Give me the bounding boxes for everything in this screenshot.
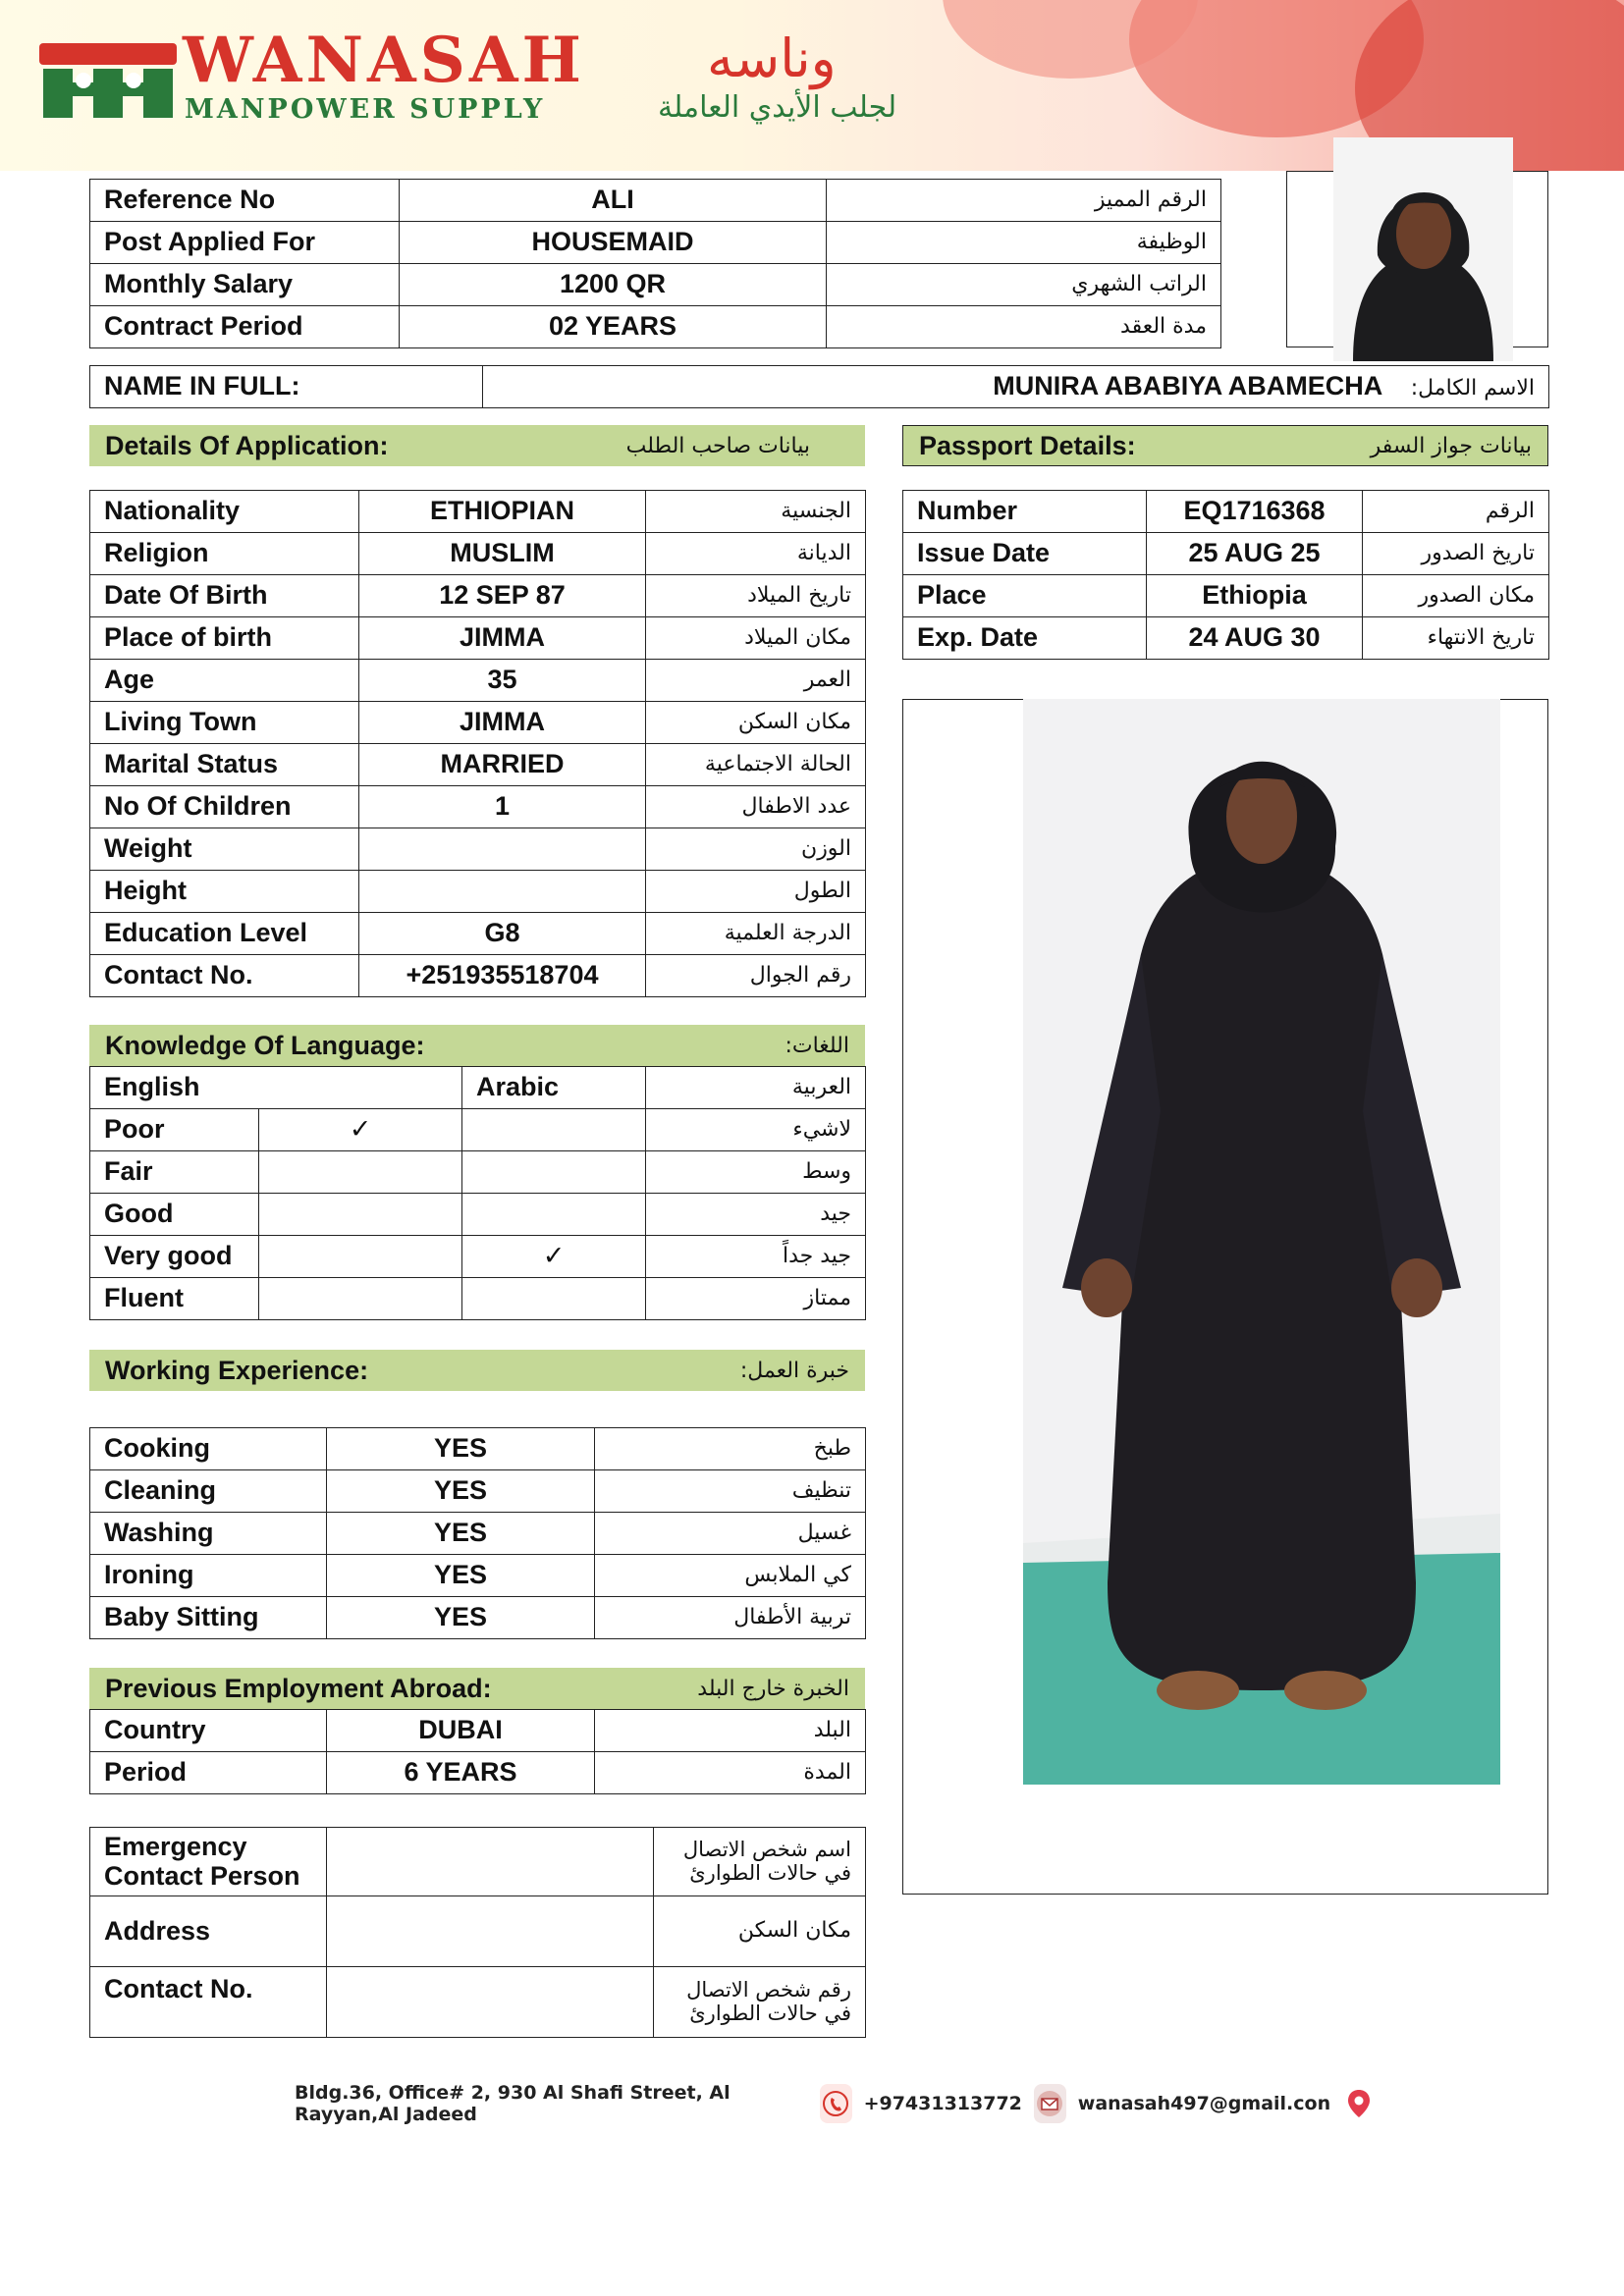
application-details-table (89, 490, 866, 997)
table-row (90, 786, 866, 828)
table-row (90, 617, 866, 660)
language-head-ar: العربية (646, 1067, 866, 1109)
row-label: Monthly Salary (90, 264, 400, 306)
emergency-contact-table (89, 1827, 866, 2038)
application-section-header (89, 425, 865, 466)
row-value (359, 871, 646, 913)
row-label: Cleaning (90, 1470, 327, 1513)
row-value (327, 1828, 654, 1896)
row-value: Ethiopia (1147, 575, 1363, 617)
row-value: YES (327, 1555, 595, 1597)
table-row (90, 955, 866, 997)
language-head-arabic: Arabic (462, 1067, 646, 1109)
row-label: Exp. Date (903, 617, 1147, 660)
row-label-ar: الحالة الاجتماعية (646, 744, 866, 786)
row-label: Issue Date (903, 533, 1147, 575)
language-section-header (89, 1025, 865, 1066)
arabic-check (462, 1151, 646, 1194)
row-label-ar: رقم الجوال (646, 955, 866, 997)
table-row (90, 1752, 866, 1794)
row-label-ar: رقم شخص الاتصال في حالات الطوارئ (654, 1967, 866, 2038)
row-label-ar: اسم شخص الاتصال في حالات الطوارئ (654, 1828, 866, 1896)
language-table (89, 1066, 866, 1320)
row-value: +251935518704 (359, 955, 646, 997)
row-label: Number (903, 491, 1147, 533)
table-row (90, 1428, 866, 1470)
table-row (90, 491, 866, 533)
row-value: DUBAI (327, 1710, 595, 1752)
footer-email[interactable]: wanasah497@gmail.con (1077, 2093, 1331, 2114)
headshot-photo (1333, 137, 1513, 361)
row-label: Period (90, 1752, 327, 1794)
row-label-ar: تاريخ الميلاد (646, 575, 866, 617)
table-row (90, 1109, 866, 1151)
row-label: Age (90, 660, 359, 702)
brand-name-ar: وناسه (707, 27, 837, 89)
section-title: Details Of Application: (105, 430, 389, 460)
row-label-ar: تنظيف (595, 1470, 866, 1513)
table-row (90, 180, 1221, 222)
row-label: Contact No. (90, 955, 359, 997)
row-label: Washing (90, 1513, 327, 1555)
row-value: 35 (359, 660, 646, 702)
row-label: Contract Period (90, 306, 400, 348)
row-value: ETHIOPIAN (359, 491, 646, 533)
row-label-ar: الجنسية (646, 491, 866, 533)
row-label: Cooking (90, 1428, 327, 1470)
row-label-ar: الرقم (1363, 491, 1549, 533)
row-value: 25 AUG 25 (1147, 533, 1363, 575)
row-label-ar: مكان الصدور (1363, 575, 1549, 617)
level-label-ar: لاشيء (646, 1109, 866, 1151)
table-row (90, 1236, 866, 1278)
english-check (259, 1278, 462, 1320)
row-value: ALI (400, 180, 827, 222)
row-label-ar: الطول (646, 871, 866, 913)
row-label-ar: الديانة (646, 533, 866, 575)
section-title-ar: بيانات صاحب الطلب (625, 433, 810, 458)
row-label: Nationality (90, 491, 359, 533)
section-title: Knowledge Of Language: (105, 1030, 425, 1060)
level-label: Very good (90, 1236, 259, 1278)
row-value: YES (327, 1470, 595, 1513)
english-check (259, 1151, 462, 1194)
row-label: Place (903, 575, 1147, 617)
footer-contact-bar (295, 2079, 1375, 2128)
brand-subtitle-ar: لجلب الأيدي العاملة (658, 90, 897, 125)
level-label-ar: جيد جداً (646, 1236, 866, 1278)
row-value: 1200 QR (400, 264, 827, 306)
section-title: Working Experience: (105, 1355, 369, 1385)
row-label: Country (90, 1710, 327, 1752)
row-label: Post Applied For (90, 222, 400, 264)
level-label-ar: جيد (646, 1194, 866, 1236)
arabic-check (462, 1278, 646, 1320)
row-value: YES (327, 1513, 595, 1555)
row-label: Weight (90, 828, 359, 871)
table-row (90, 1513, 866, 1555)
english-check (259, 1194, 462, 1236)
row-label: Address (90, 1896, 327, 1967)
row-label-ar: تربية الأطفال (595, 1597, 866, 1639)
arabic-check: ✓ (462, 1236, 646, 1278)
language-head-english: English (90, 1067, 462, 1109)
previous-employment-section-header (89, 1668, 865, 1709)
row-label-ar: العمر (646, 660, 866, 702)
row-label: Date Of Birth (90, 575, 359, 617)
table-row (903, 491, 1549, 533)
row-value: JIMMA (359, 702, 646, 744)
row-label-ar: كي الملابس (595, 1555, 866, 1597)
job-info-table (89, 179, 1221, 348)
row-label-ar: الراتب الشهري (827, 264, 1221, 306)
table-row (903, 617, 1549, 660)
row-label: Marital Status (90, 744, 359, 786)
row-label: Baby Sitting (90, 1597, 327, 1639)
table-row (90, 1067, 866, 1109)
table-row (90, 702, 866, 744)
row-label-ar: الرقم المميز (827, 180, 1221, 222)
row-label: Emergency Contact Person (90, 1828, 327, 1896)
section-title: Passport Details: (919, 430, 1136, 460)
full-name-label: NAME IN FULL: (90, 366, 483, 408)
level-label-ar: ممتاز (646, 1278, 866, 1320)
section-title-ar: خبرة العمل: (739, 1358, 849, 1383)
level-label: Poor (90, 1109, 259, 1151)
row-label-ar: تاريخ الانتهاء (1363, 617, 1549, 660)
table-row (90, 1597, 866, 1639)
full-length-photo (1023, 699, 1500, 1785)
location-pin-icon (1342, 2084, 1375, 2123)
row-value: JIMMA (359, 617, 646, 660)
section-title-ar: الخبرة خارج البلد (697, 1676, 849, 1701)
footer-address: Bldg.36, Office# 2, 930 Al Shafi Street, Al Rayyan,Al Jadeed (295, 2082, 731, 2125)
table-row (90, 1470, 866, 1513)
full-name-table (89, 365, 1549, 408)
section-title-ar: بيانات جواز السفر (1370, 433, 1532, 458)
row-label: Education Level (90, 913, 359, 955)
brand-name-en: WANASAH (183, 24, 585, 97)
table-row (90, 1278, 866, 1320)
row-label-ar: غسيل (595, 1513, 866, 1555)
table-row (90, 533, 866, 575)
row-label-ar: الوزن (646, 828, 866, 871)
level-label: Good (90, 1194, 259, 1236)
table-row (90, 1555, 866, 1597)
experience-table (89, 1427, 866, 1639)
row-label-ar: مكان السكن (646, 702, 866, 744)
level-label-ar: وسط (646, 1151, 866, 1194)
row-label: Living Town (90, 702, 359, 744)
row-label: Ironing (90, 1555, 327, 1597)
table-row (90, 1828, 866, 1896)
row-label: Religion (90, 533, 359, 575)
wanasah-logo-icon (39, 39, 177, 122)
row-label-ar: البلد (595, 1710, 866, 1752)
row-value: MUSLIM (359, 533, 646, 575)
full-name-value: MUNIRA ABABIYA ABAMECHA (993, 371, 1382, 401)
row-value: G8 (359, 913, 646, 955)
row-label: Contact No. (90, 1967, 327, 2038)
row-value: 24 AUG 30 (1147, 617, 1363, 660)
row-value: 1 (359, 786, 646, 828)
table-row (90, 744, 866, 786)
table-row (90, 1967, 866, 2038)
table-row (90, 222, 1221, 264)
row-label-ar: الدرجة العلمية (646, 913, 866, 955)
row-value: 12 SEP 87 (359, 575, 646, 617)
table-row (90, 828, 866, 871)
phone-icon (820, 2084, 852, 2123)
table-row (90, 306, 1221, 348)
row-label-ar: طبخ (595, 1428, 866, 1470)
row-label: Reference No (90, 180, 400, 222)
row-label-ar: عدد الاطفال (646, 786, 866, 828)
table-row (90, 575, 866, 617)
english-check (259, 1236, 462, 1278)
passport-details-table (902, 490, 1549, 660)
table-row (90, 660, 866, 702)
row-label: Height (90, 871, 359, 913)
row-value: HOUSEMAID (400, 222, 827, 264)
english-check: ✓ (259, 1109, 462, 1151)
level-label: Fluent (90, 1278, 259, 1320)
table-row (90, 1151, 866, 1194)
table-row (903, 533, 1549, 575)
section-title: Previous Employment Abroad: (105, 1673, 492, 1703)
row-label: Place of birth (90, 617, 359, 660)
table-row (90, 1710, 866, 1752)
table-row (90, 871, 866, 913)
previous-employment-table (89, 1709, 866, 1794)
row-value: 6 YEARS (327, 1752, 595, 1794)
row-label-ar: الوظيفة (827, 222, 1221, 264)
row-label-ar: مدة العقد (827, 306, 1221, 348)
level-label: Fair (90, 1151, 259, 1194)
row-value: 02 YEARS (400, 306, 827, 348)
row-label-ar: مكان الميلاد (646, 617, 866, 660)
passport-section-header (902, 425, 1548, 466)
row-label-ar: المدة (595, 1752, 866, 1794)
experience-section-header (89, 1350, 865, 1391)
row-value: MARRIED (359, 744, 646, 786)
row-value: YES (327, 1428, 595, 1470)
table-row (903, 575, 1549, 617)
table-row (90, 264, 1221, 306)
table-row (90, 1194, 866, 1236)
arabic-check (462, 1194, 646, 1236)
row-label: No Of Children (90, 786, 359, 828)
table-row (90, 366, 1549, 408)
table-row (90, 1896, 866, 1967)
row-value (327, 1896, 654, 1967)
row-value (327, 1967, 654, 2038)
footer-phone[interactable]: +97431313772 (863, 2093, 1022, 2114)
row-value: YES (327, 1597, 595, 1639)
section-title-ar: اللغات: (785, 1033, 849, 1058)
row-value: EQ1716368 (1147, 491, 1363, 533)
brand-subtitle-en: MANPOWER SUPPLY (185, 94, 546, 125)
row-label-ar: تاريخ الصدور (1363, 533, 1549, 575)
table-row (90, 913, 866, 955)
arabic-check (462, 1109, 646, 1151)
row-value (359, 828, 646, 871)
full-name-label-ar: الاسم الكامل: (1410, 376, 1535, 401)
row-label-ar: مكان السكن (654, 1896, 866, 1967)
mail-icon (1034, 2084, 1066, 2123)
